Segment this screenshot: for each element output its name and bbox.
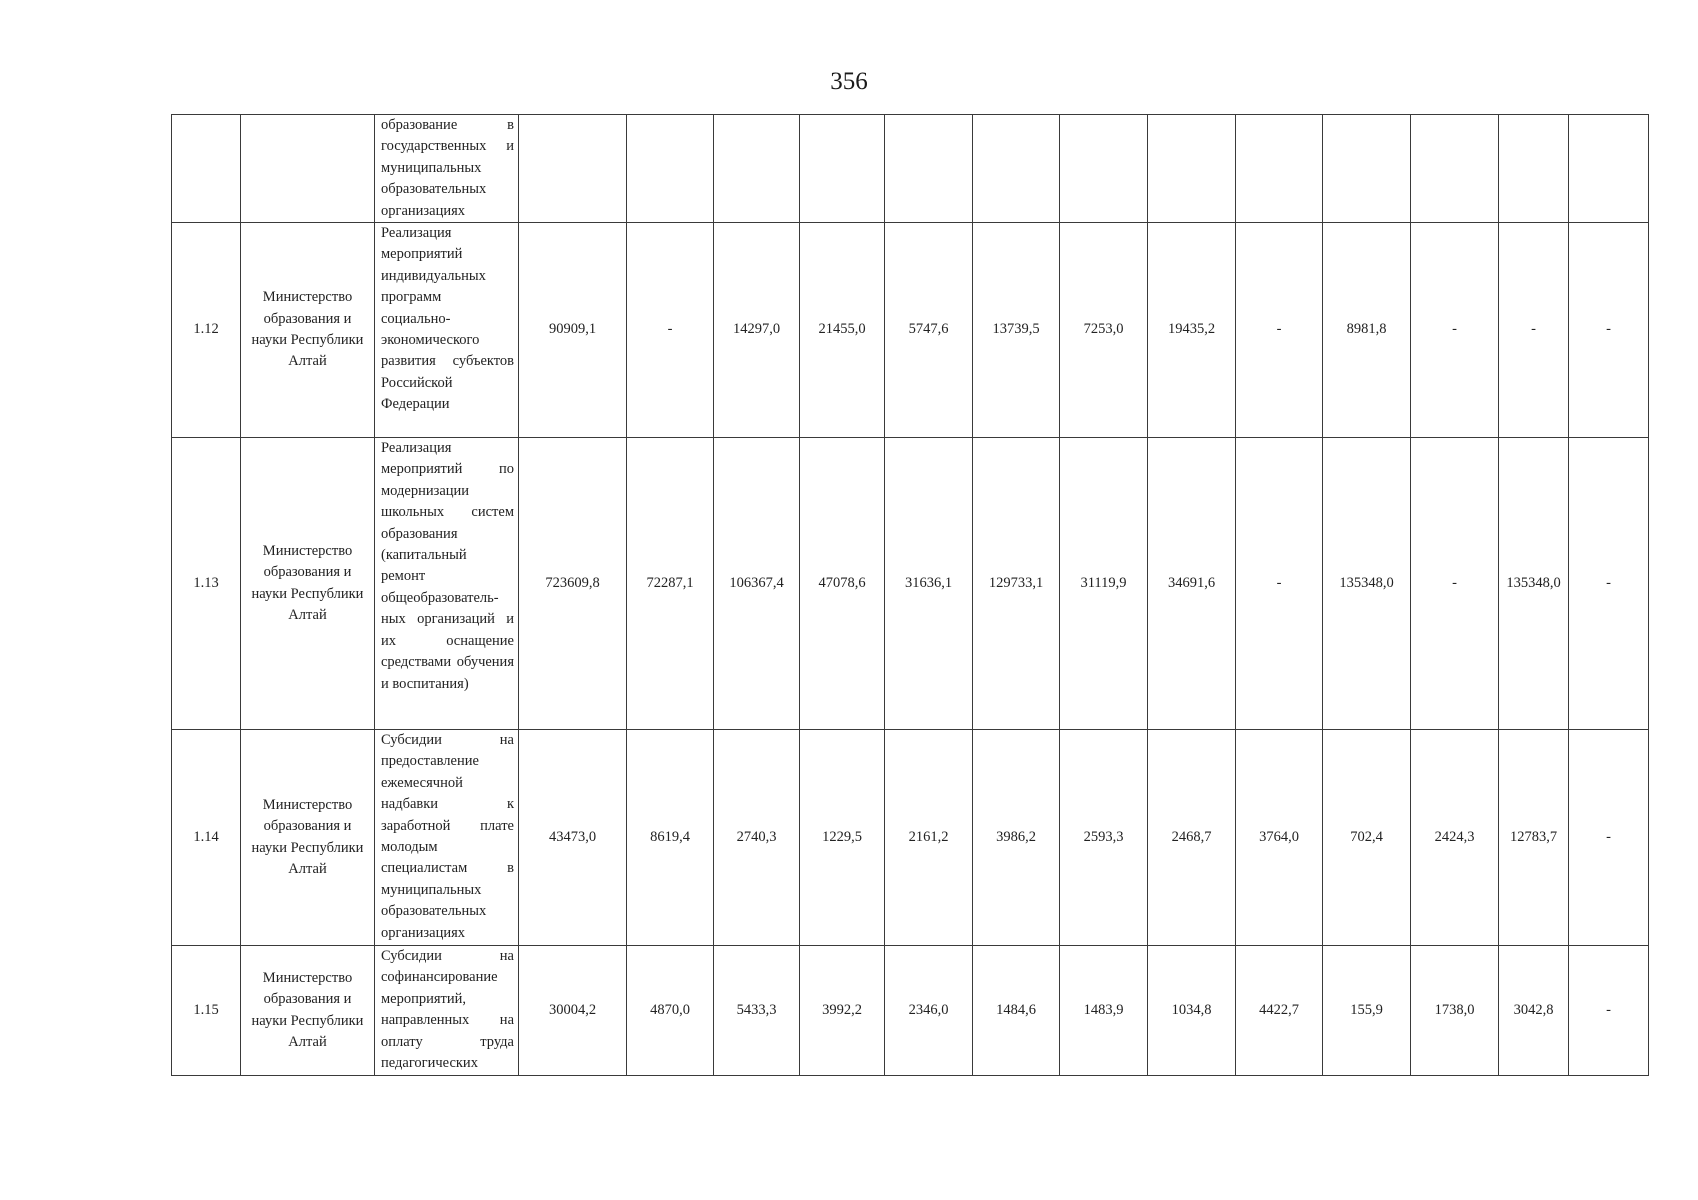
value-cell [973,115,1060,223]
value-cell: 5747,6 [885,223,973,438]
value-cell: - [1411,223,1499,438]
value-cell: 1484,6 [973,946,1060,1076]
value-cell: 7253,0 [1060,223,1148,438]
value-cell: 3042,8 [1499,946,1569,1076]
row-number-cell [172,115,241,223]
value-cell: 4870,0 [627,946,714,1076]
value-cell: 2424,3 [1411,730,1499,946]
value-cell: 106367,4 [714,438,800,730]
value-cell: 47078,6 [800,438,885,730]
agency-cell: Министерство образования и науки Республики Алтай [241,438,375,730]
value-cell: 34691,6 [1148,438,1236,730]
row-number-cell: 1.13 [172,438,241,730]
value-cell [519,115,627,223]
value-cell: - [1569,946,1649,1076]
value-cell: 21455,0 [800,223,885,438]
value-cell: - [1236,438,1323,730]
value-cell [1323,115,1411,223]
value-cell: 8619,4 [627,730,714,946]
value-cell: 72287,1 [627,438,714,730]
value-cell [627,115,714,223]
value-cell: 1483,9 [1060,946,1148,1076]
value-cell [1569,115,1649,223]
value-cell: - [1236,223,1323,438]
value-cell: 1034,8 [1148,946,1236,1076]
value-cell: - [1499,223,1569,438]
value-cell: 702,4 [1323,730,1411,946]
value-cell: 2740,3 [714,730,800,946]
value-cell: 723609,8 [519,438,627,730]
value-cell: 2161,2 [885,730,973,946]
description-cell: Субсидии на предоставление ежемесячной надбавки к заработной плате молодым специалистам в муниципальных образовательных организациях [375,730,519,946]
table-row [172,438,1649,730]
value-cell: - [1411,438,1499,730]
row-number-cell: 1.12 [172,223,241,438]
value-cell: 135348,0 [1323,438,1411,730]
value-cell [885,115,973,223]
value-cell: 31636,1 [885,438,973,730]
value-cell: 19435,2 [1148,223,1236,438]
value-cell: 155,9 [1323,946,1411,1076]
value-cell: 43473,0 [519,730,627,946]
description-cell: образование в государственных и муниципальных образовательных организациях [375,115,519,223]
table-row [172,115,1649,223]
value-cell: 13739,5 [973,223,1060,438]
value-cell: 3992,2 [800,946,885,1076]
table-row [172,946,1649,1076]
value-cell: 90909,1 [519,223,627,438]
value-cell: 4422,7 [1236,946,1323,1076]
value-cell [1236,115,1323,223]
value-cell: - [1569,438,1649,730]
value-cell: 3764,0 [1236,730,1323,946]
row-number-cell: 1.15 [172,946,241,1076]
value-cell [1148,115,1236,223]
value-cell: - [1569,730,1649,946]
agency-cell: Министерство образования и науки Республики Алтай [241,946,375,1076]
description-cell: Реализация мероприятий по модернизации школьных систем образования (капитальный ремонт общеобразователь-ных организаций и их оснащение средствами обучения и воспитания) [375,438,519,730]
budget-table [171,114,1649,1076]
value-cell: - [1569,223,1649,438]
value-cell: 5433,3 [714,946,800,1076]
value-cell: 2593,3 [1060,730,1148,946]
value-cell: 135348,0 [1499,438,1569,730]
table-body [172,115,1649,1076]
value-cell: 14297,0 [714,223,800,438]
description-cell: Реализация мероприятий индивидуальных программ социально-экономического развития субъектов Российской Федерации [375,223,519,438]
value-cell [714,115,800,223]
value-cell: 2468,7 [1148,730,1236,946]
value-cell: 2346,0 [885,946,973,1076]
value-cell: 3986,2 [973,730,1060,946]
value-cell: 1738,0 [1411,946,1499,1076]
value-cell: 12783,7 [1499,730,1569,946]
agency-cell [241,115,375,223]
description-cell: Субсидии на софинансирование мероприятий, направленных на оплату труда педагогических [375,946,519,1076]
value-cell: 129733,1 [973,438,1060,730]
value-cell: 8981,8 [1323,223,1411,438]
agency-cell: Министерство образования и науки Республики Алтай [241,223,375,438]
value-cell [1499,115,1569,223]
value-cell: 1229,5 [800,730,885,946]
table-row [172,223,1649,438]
value-cell [1411,115,1499,223]
agency-cell: Министерство образования и науки Республики Алтай [241,730,375,946]
row-number-cell: 1.14 [172,730,241,946]
table-row [172,730,1649,946]
value-cell [800,115,885,223]
value-cell: 31119,9 [1060,438,1148,730]
value-cell: - [627,223,714,438]
value-cell: 30004,2 [519,946,627,1076]
page-number: 356 [830,68,868,95]
value-cell [1060,115,1148,223]
